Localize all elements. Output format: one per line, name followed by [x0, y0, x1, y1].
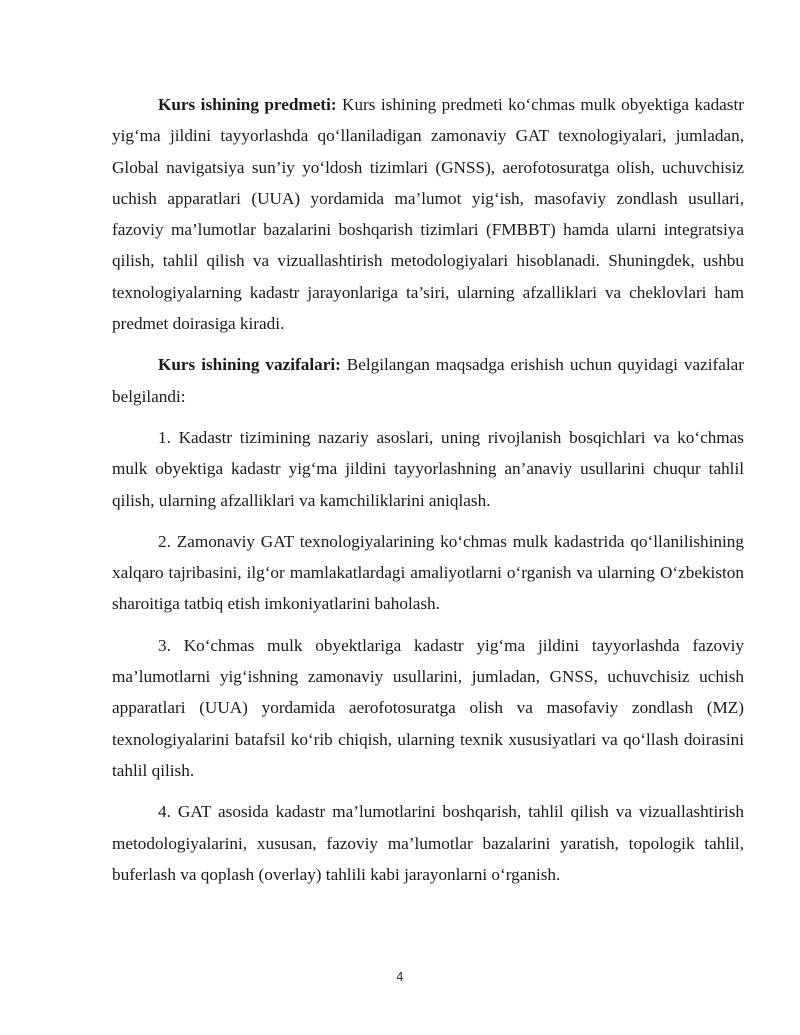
- document-body: [112, 89, 744, 900]
- task-item-4: 4. GAT asosida kadastr ma’lumotlarini boshqarish, tahlil qilish va vizuallashtirish metodologiyalarini, xususan, fazoviy ma’lumotlar bazalarini yaratish, topologik tahlil, buferlash va qoplash (overlay) tahlili kabi jarayonlarni o‘rganish.: [112, 802, 744, 884]
- paragraph-text: Kurs ishining predmeti ko‘chmas mulk obyektiga kadastr yig‘ma jildini tayyorlashda qo‘llaniladigan zamonaviy GAT texnologiyalari, jumladan, Global navigatsiya sun’iy yo‘ldosh tizimlari (GNSS), aerofotosuratga olish, uchuvchisiz uchish apparatlari (UUA) yordamida ma’lumot yig‘ish, masofaviy zondlash usullari, fazoviy ma’lumotlar bazalarini boshqarish tizimlari (FMBBT) hamda ularni integratsiya qilish, tahlil qilish va vizuallashtirish metodologiyalari hisoblanadi. Shuningdek, ushbu texnologiyalarning kadastr jarayonlariga ta’siri, ularning afzalliklari va cheklovlari ham predmet doirasiga kiradi.: [112, 95, 744, 334]
- paragraph-heading: Kurs ishining predmeti:: [158, 95, 337, 114]
- task-item-3: 3. Ko‘chmas mulk obyektlariga kadastr yig‘ma jildini tayyorlashda fazoviy ma’lumotlarni yig‘ishning zamonaviy usullarini, jumladan, GNSS, uchuvchisiz uchish apparatlari (UUA) yordamida aerofotosuratga olish va masofaviy zondlash (MZ) texnologiyalarini batafsil ko‘rib chiqish, ularning texnik xususiyatlari va qo‘llash doirasini tahlil qilish.: [112, 635, 744, 780]
- page-number: 4: [396, 970, 404, 984]
- task-item-2: 2. Zamonaviy GAT texnologiyalarining ko‘chmas mulk kadastrida qo‘llanilishining xalqaro tajribasini, ilg‘or mamlakatlardagi amaliyotlarni o‘rganish va ularning O‘zbekiston sharoitiga tatbiq etish imkoniyatlarini baholash.: [112, 531, 744, 614]
- paragraph-text: Belgilangan maqsadga erishish uchun quyidagi vazifalar belgilandi:: [112, 355, 744, 406]
- task-item-1: 1. Kadastr tizimining nazariy asoslari, uning rivojlanish bosqichlari va ko‘chmas mulk obyektiga kadastr yig‘ma jildini tayyorlashning an’anaviy usullarini chuqur tahlil qilish, ularning afzalliklari va kamchiliklarini aniqlash.: [112, 427, 744, 510]
- paragraph-tasks-intro: [112, 349, 744, 412]
- paragraph-heading: Kurs ishining vazifalari:: [158, 355, 341, 375]
- paragraph-subject: [112, 89, 744, 339]
